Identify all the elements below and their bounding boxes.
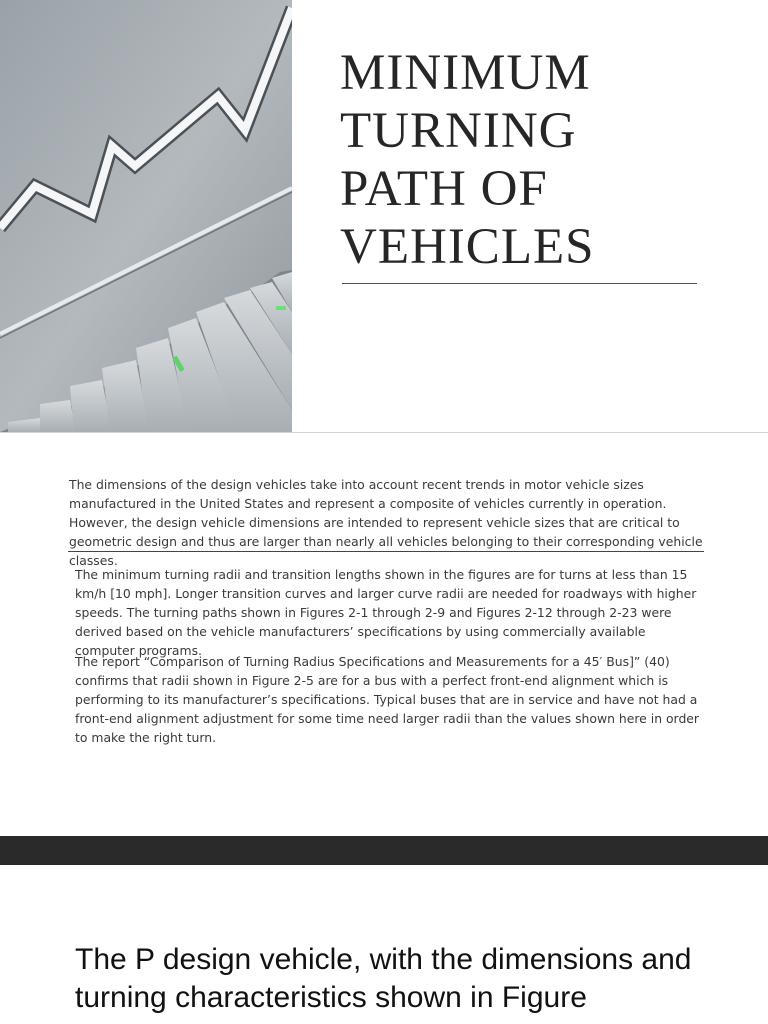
title-line: MINIMUM <box>340 45 591 101</box>
title-line: VEHICLES <box>340 219 595 275</box>
title-line: TURNING <box>340 103 577 159</box>
dark-divider-bar <box>0 836 768 865</box>
p-design-vehicle-text: The P design vehicle, with the dimensions and turning characteristics shown in Figure <box>75 943 692 1014</box>
title-slide <box>0 0 768 432</box>
next-slide <box>0 865 768 1024</box>
text-slide <box>0 433 768 836</box>
paragraph-design-vehicle-dimensions: The dimensions of the design vehicles take into account recent trends in motor vehicle sizes manufactured in the United States and represent a composite of vehicles currently in operation. However, the design vehicle dimensions are intended to represent vehicle sizes that are critical to geometric design and thus are larger than nearly all vehicles belonging to their corresponding vehicle classes. <box>69 477 703 568</box>
title-line: PATH OF <box>340 161 548 217</box>
paragraph-divider <box>68 551 704 552</box>
slide-title <box>340 44 740 276</box>
paragraph-bus-report: The report “Comparison of Turning Radius Specifications and Measurements for a 45′ Bus]” (40) confirms that radii shown in Figure 2-5 are for a bus with a perfect front-end alignment which is performing to its manufacturer’s specifications. Typical buses that are in service and have not had a front-end alignment adjustment for some time need larger radii than the values shown here in order to make the right turn. <box>75 654 700 745</box>
stairs-graph-image <box>0 0 292 432</box>
paragraph-turning-radii: The minimum turning radii and transition lengths shown in the figures are for turns at less than 15 km/h [10 mph]. Longer transition curves and larger curve radii are needed for roadways with higher speeds. The turning paths shown in Figures 2-1 through 2-9 and Figures 2-12 through 2-23 were derived based on the vehicle manufacturers’ specifications by using commercially available computer programs. <box>75 567 697 658</box>
title-underline <box>342 283 697 284</box>
